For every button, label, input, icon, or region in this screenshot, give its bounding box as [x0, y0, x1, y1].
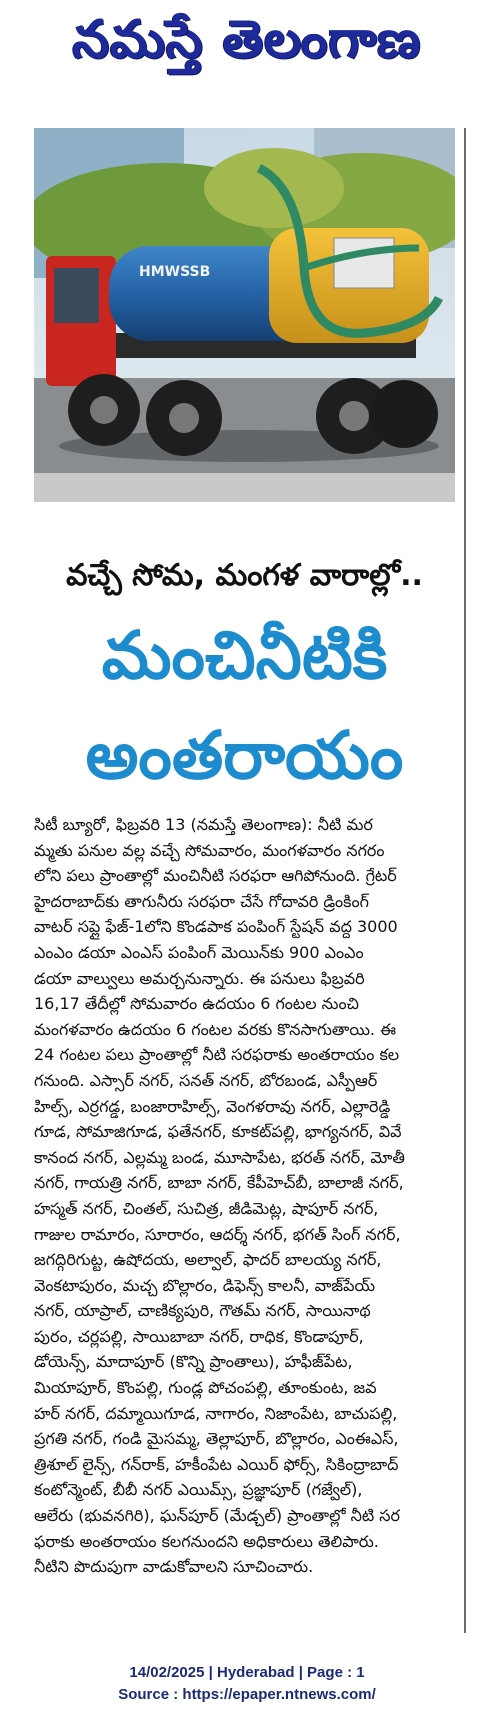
footer-source: Source : https://epaper.ntnews.com/	[118, 1686, 376, 1703]
article-body-line: మియాపూర్, కొంపల్లి, గుండ్ల పోచంపల్లి, తూంకుంట, జవ	[34, 1378, 377, 1398]
article-body-line: హిల్స్, ఎర్రగడ్డ, బంజారాహిల్స్, వెంగళరావు నగర్, ఎల్లారెడ్డి	[34, 1096, 391, 1116]
tanker-illustration	[34, 128, 455, 502]
article-body-line: హస్మత్ నగర్, చింతల్, సుచిత్ర, జీడిమెట్ల, షాపూర్ నగర్,	[34, 1198, 379, 1218]
article-body-line: నగర్, యాప్రాల్, చాణిక్యపురి, గౌతమ్ నగర్, సాయినాథ	[34, 1301, 371, 1321]
article-body-line: డయా వాల్వులు అమర్చనున్నారు. ఈ పనులు ఫిబ్రవరి	[34, 968, 365, 988]
article-body	[34, 812, 454, 1580]
column-rule	[464, 128, 466, 1633]
article-body-line: గూడ, సోమాజిగూడ, ఫతేనగర్, కూకట్‌పల్లి, భాగ్యనగర్, వివే	[34, 1122, 402, 1142]
article-body-line: గనుంది. ఎస్సార్ నగర్, సనత్ నగర్, బోరబండ, ఎస్పీఆర్	[34, 1070, 378, 1090]
article-body-line: డోయెన్స్, మాదాపూర్ (కొన్ని ప్రాంతాలు), హఫీజ్‌పేట,	[34, 1352, 353, 1372]
article-body-line: పురం, చర్లపల్లి, సాయిబాబా నగర్, రాధిక, కొండాపూర్,	[34, 1326, 364, 1346]
article-body-line: మ్మతు పనుల వల్ల వచ్చే సోమవారం, మంగళవారం నగరం	[34, 840, 385, 860]
article-body-line: మంగళవారం ఉదయం 6 గంటల వరకు కొనసాగుతాయి. ఈ	[34, 1019, 396, 1039]
article-kicker: వచ్చే సోమ, మంగళ వారాల్లో..	[66, 558, 423, 593]
article-body-line: హైదరాబాద్‌కు తాగునీరు సరఫరా చేసే గోదావరి డ్రింకింగ్	[34, 891, 369, 911]
article-body-line: వెంకటాపురం, మచ్చ బొల్లారం, డిఫెన్స్ కాలనీ, వాజ్‌పేయ్	[34, 1275, 376, 1295]
article-body-line: లోని పలు ప్రాంతాల్లో మంచినీటి సరఫరా ఆగిపోనుంది. గ్రేటర్	[34, 866, 397, 886]
article-body-line: వాటర్ సప్లై ఫేజ్-1లోని కొండపాక పంపింగ్ స్టేషన్ వద్ద 3000	[34, 917, 398, 937]
article-body-line: జగద్గిరిగుట్ట, ఉషోదయ, అల్వాల్, ఫాదర్ బాలయ్య నగర్,	[34, 1250, 382, 1270]
article-body-line: హర్ నగర్, దమ్మాయిగూడ, నాగారం, నిజాంపేట, బాచుపల్లి,	[34, 1403, 398, 1423]
article-body-line: ఫరాకు అంతరాయం కలగనుందని అధికారులు తెలిపారు.	[34, 1531, 379, 1551]
article-headline-line-1: మంచినీటికి	[101, 617, 388, 694]
article-body-line: కంటోన్మెంట్, బీబీ నగర్ ఎయిమ్స్, ప్రజ్ఞాపూర్ (గజ్వేల్),	[34, 1480, 363, 1500]
rear-wheel-2	[370, 380, 438, 448]
article-body-line: సిటీ బ్యూరో, ఫిబ్రవరి 13 (నమస్తే తెలంగాణ): నీటి మర	[34, 815, 373, 834]
article-body-line: కానంద నగర్, ఎల్లమ్మ బండ, మూసాపేట, భరత్ నగర్, మోతీ	[34, 1147, 405, 1167]
article-body-line: నీటిని పొదుపుగా వాడుకోవాలని సూచించారు.	[34, 1557, 314, 1577]
tank-label: HMWSSB	[139, 264, 211, 280]
tank-notice-board	[334, 238, 394, 288]
footer-date-page: 14/02/2025 | Hyderabad | Page : 1	[129, 1664, 365, 1681]
article-body-line: గాజుల రామారం, సూరారం, ఆదర్శ్ నగర్, భగత్ సింగ్ నగర్,	[34, 1224, 401, 1244]
article-body-line: ప్రగతి నగర్, గండి మైసమ్మ, తెల్లాపూర్, బొల్లారం, ఎంఈఎస్,	[34, 1429, 399, 1449]
cab-window	[54, 268, 99, 323]
article-body-line: త్రిశూల్ లైన్స్, గన్‌రాక్, హకీంపేట ఎయిర్ ఫోర్స్, సికింద్రాబాద్	[34, 1454, 399, 1474]
water-tanker-photo	[34, 128, 455, 502]
article-body-line: 24 గంటల పలు ప్రాంతాల్లో నీటి సరఫరాకు అంతరాయం కల	[34, 1045, 400, 1065]
article-body-line: నగర్, గాయత్రి నగర్, బాబా నగర్, కేపీహెచ్‌బీ, బాలాజీ నగర్,	[34, 1173, 404, 1193]
masthead-logo: నమస్తే తెలంగాణ	[72, 10, 422, 70]
article-body-line: ఆలేరు (భువనగిరి), ఘన్‌పూర్ (మేడ్చల్) ప్రాంతాల్లో నీటి సర	[34, 1506, 401, 1526]
article-body-line: ఎంఎం డయా ఎంఎస్ పంపింగ్ మెయిన్‌కు 900 ఎంఎం	[34, 942, 364, 962]
article-body-line: 16,17 తేదీల్లో సోమవారం ఉదయం 6 గంటల నుంచి	[34, 994, 359, 1014]
article-headline-line-2: అంతరాయం	[85, 717, 404, 794]
